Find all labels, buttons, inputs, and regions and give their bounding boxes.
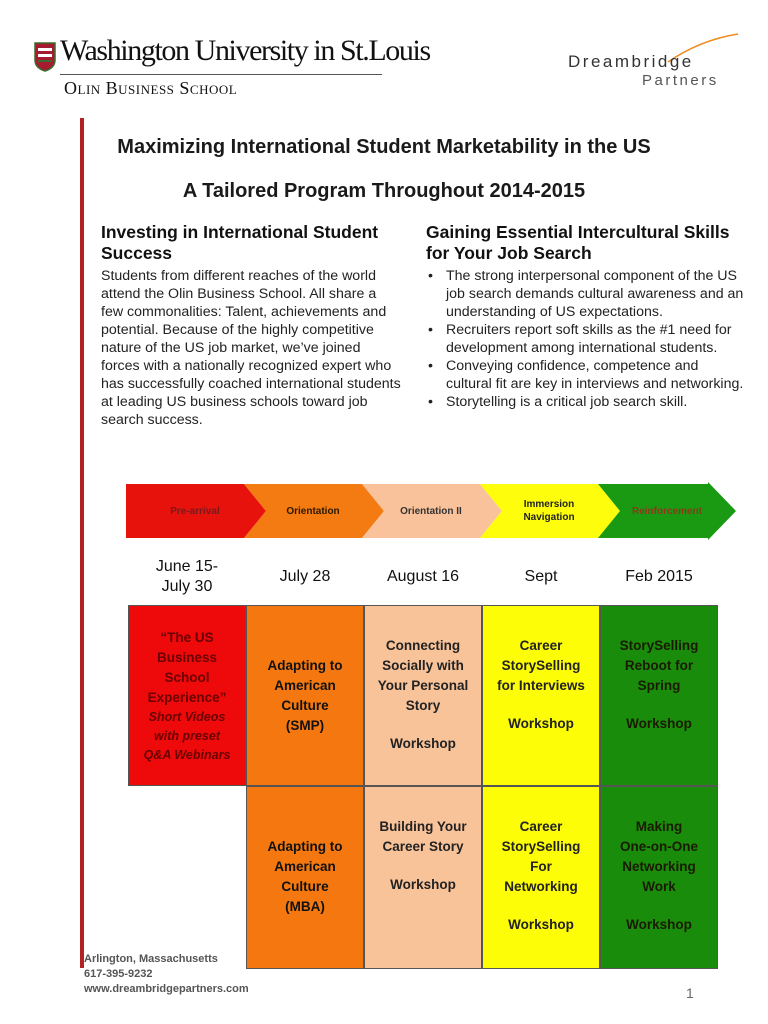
left-accent-rule	[80, 118, 84, 968]
schedule-cell: Connecting Socially with Your Personal Story Workshop	[364, 605, 482, 786]
university-shield-icon	[34, 42, 56, 72]
timeline-date: Feb 2015	[625, 568, 693, 585]
right-column-bullets	[426, 267, 746, 411]
schedule-cell: Career StorySelling For Networking Workshop	[482, 786, 600, 969]
partner-subtitle: Partners	[642, 72, 719, 89]
timeline-stage-label: Pre-arrival	[170, 506, 220, 517]
page-subtitle: A Tailored Program Throughout 2014-2015	[182, 180, 586, 202]
timeline-date: August 16	[386, 568, 460, 585]
timeline-date: June 15- July 30	[155, 558, 219, 595]
school-name: Olin Business School	[64, 78, 238, 98]
timeline-stage-label: Immersion Navigation	[523, 499, 575, 523]
bullet-item: • Recruiters report soft skills as the #1 need for development among international students.	[426, 321, 746, 357]
bullet-item: • Conveying confidence, competence and cultural fit are key in interviews and networking.	[426, 357, 746, 393]
schedule-cell: Adapting to American Culture (SMP)	[246, 605, 364, 786]
footer-phone: 617-395-9232	[84, 968, 153, 980]
partner-name: Dreambridge	[568, 52, 694, 71]
right-column-heading: Gaining Essential Intercultural Skills for Your Job Search	[426, 222, 730, 263]
bullet-item: • The strong interpersonal component of the US job search demands cultural awareness and an understanding of US expectations.	[426, 267, 746, 321]
left-column-body: Students from different reaches of the world attend the Olin Business School. All share a few commonalities: Talent, achievements and potential. Because of the highly competitive nature of the US job market, we’ve joined forces with a nationally recognized expert who has successfully coached international students at leading US business schools toward job search success.	[101, 268, 401, 428]
schedule-cell: “The US Business School Experience” Short Videos with preset Q&A Webinars	[128, 605, 246, 786]
footer-contact	[84, 952, 249, 997]
page-number: 1	[686, 985, 694, 1001]
schedule-cell: Career StorySelling for Interviews Workshop	[482, 605, 600, 786]
partner-logo	[560, 32, 740, 92]
schedule-cell: Building Your Career Story Workshop	[364, 786, 482, 969]
footer-website[interactable]: www.dreambridgepartners.com	[84, 983, 249, 995]
bullet-item: • Storytelling is a critical job search skill.	[426, 393, 746, 411]
timeline-date: Sept	[524, 568, 558, 585]
schedule-cell: Adapting to American Culture (MBA)	[246, 786, 364, 969]
university-logo	[34, 34, 430, 102]
schedule-cell: StorySelling Reboot for Spring Workshop	[600, 605, 718, 786]
timeline-stage-label: Orientation	[286, 506, 340, 517]
timeline-stage-label: Reinforcement	[631, 506, 703, 517]
schedule-cell: Making One-on-One Networking Work Workshop	[600, 786, 718, 969]
timeline-stage-label: Orientation II	[400, 506, 462, 517]
page-title: Maximizing International Student Marketability in the US	[117, 136, 651, 158]
university-name: Washington University in St.Louis	[60, 34, 430, 67]
timeline-date: July 28	[279, 568, 331, 585]
footer-city: Arlington, Massachusetts	[84, 953, 218, 965]
logo-divider	[60, 74, 382, 75]
left-column-heading: Investing in International Student Success	[101, 222, 379, 263]
program-timeline	[126, 482, 736, 540]
